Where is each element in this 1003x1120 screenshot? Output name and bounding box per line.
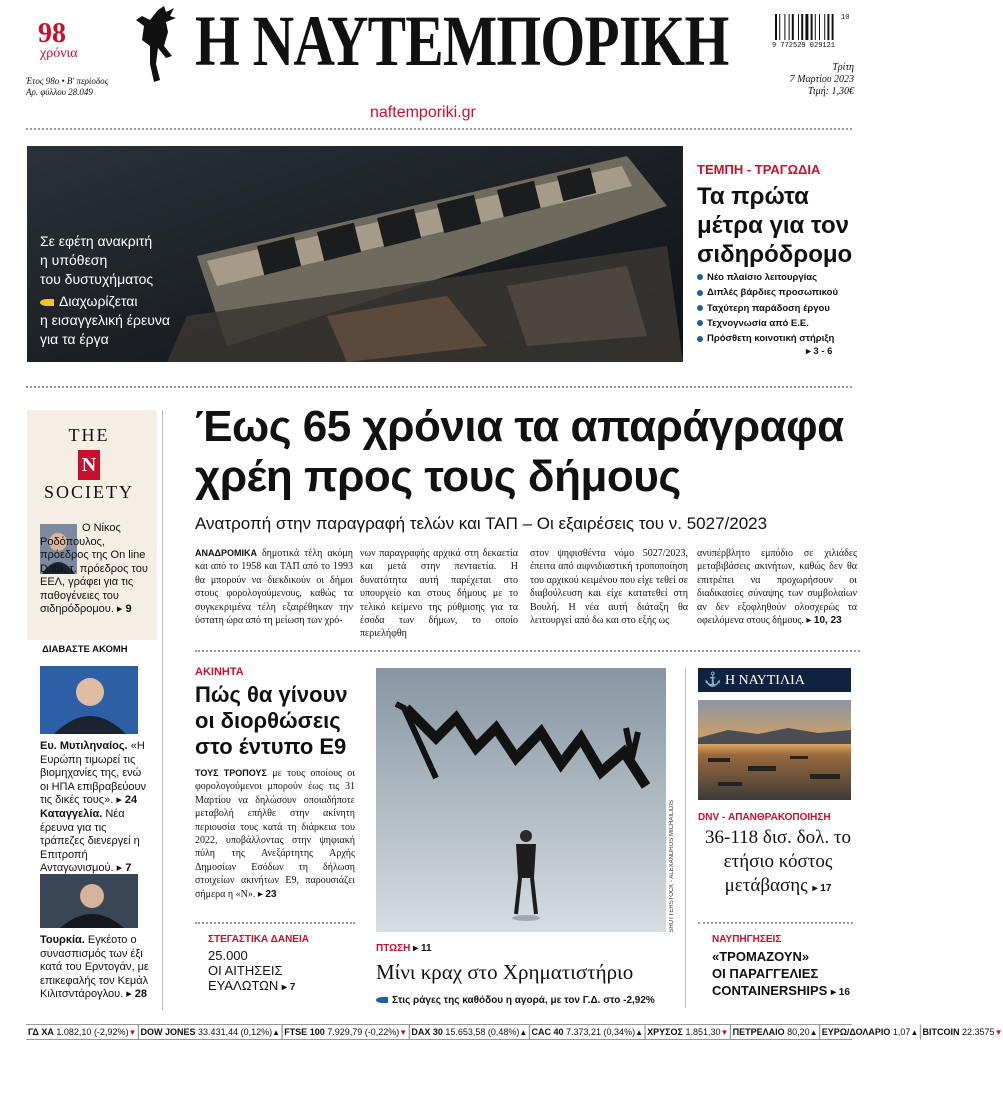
ticker-item <box>284 1027 407 1037</box>
mytilineos-item[interactable]: Ευ. Μυτιληναίος. «Η Ευρώπη τιμωρεί τις βιομηχανίες της, ενώ οι ΗΠΑ επιβραβεύουν τις δικές τους». ▸ 24 <box>40 740 147 806</box>
loans-number: 25.000 <box>208 948 248 963</box>
ticker-value: 7.929,79 (-0,22%) <box>327 1027 400 1037</box>
hero-caption-line: η εισαγγελική έρευνα <box>40 312 170 328</box>
shipbuilding-line: ΟΙ ΠΑΡΑΓΓΕΛΙΕΣ <box>712 966 819 981</box>
issue-number: Αρ. φύλλου 28.049 <box>26 87 93 97</box>
ticker-item <box>28 1027 136 1037</box>
barcode-bar <box>805 14 808 40</box>
ticker-separator: | <box>918 1023 923 1040</box>
bullet-item: Ταχύτερη παράδοση έργου <box>697 301 877 316</box>
n-society-brand <box>34 425 144 503</box>
barcode-bar <box>792 14 794 40</box>
bullet-item: Πρόσθετη κοινοτική στήριξη <box>697 331 877 346</box>
ticker-value: 7.373,21 (0,34%) <box>566 1027 636 1037</box>
age-label: χρόνια <box>40 46 78 61</box>
ticker-item <box>923 1027 1003 1037</box>
ticker-separator: | <box>407 1023 412 1040</box>
barcode-number: 9 772529 029121 <box>772 42 836 50</box>
date: 7 Μαρτίου 2023 <box>789 74 854 85</box>
hero-caption-line: του δυστυχήματος <box>40 271 154 287</box>
hero-kicker: ΤΕΜΠΗ - ΤΡΑΓΩΔΙΑ <box>697 162 821 177</box>
right-column-rule <box>685 668 686 1008</box>
ticker-name: ΓΔ ΧΑ <box>28 1027 57 1037</box>
bullet-item: Διπλές βάρδιες προσωπικού <box>697 285 877 300</box>
date-day: Τρίτη <box>832 62 854 73</box>
main-headline[interactable]: Έως 65 χρόνια τα απαράγραφα χρέη προς τους δήμους <box>195 402 844 501</box>
ticker-value: 80,20 <box>787 1027 810 1037</box>
market-headline[interactable]: Μίνι κραχ στο Χρηματιστήριο <box>376 960 634 984</box>
barcode-bar <box>832 14 834 40</box>
barcode-bar <box>801 14 803 40</box>
left-column-rule <box>162 410 163 1010</box>
ticker-item <box>647 1027 728 1037</box>
brand-n-logo: N <box>78 450 100 480</box>
down-arrow-icon: ▼ <box>720 1028 729 1037</box>
loans-line: ΕΥΑΛΩΤΩΝ <box>208 978 279 993</box>
shipping-section-header[interactable]: ⚓ Η ΝΑΥΤΙΛΙΑ <box>698 668 851 692</box>
mytilineos-photo <box>40 666 138 734</box>
barcode-bar <box>827 14 829 40</box>
ticker-name: FTSE 100 <box>284 1027 328 1037</box>
read-more-label: ΔΙΑΒΑΣΤΕ ΑΚΟΜΗ <box>42 644 128 655</box>
akinita-headline[interactable]: Πώς θα γίνουν οι διορθώσεις στο έντυπο Ε9 <box>195 682 348 759</box>
hero-caption-2 <box>40 292 170 349</box>
bullet-item: Τεχνογνωσία από Ε.Ε. <box>697 316 877 331</box>
barcode-bar <box>811 14 813 40</box>
shipbuilding-story[interactable]: «ΤΡΟΜΑΖΟΥΝ» ΟΙ ΠΑΡΑΓΓΕΛΙΕΣ CONTAINERSHIPS ▸ 16 <box>712 949 850 998</box>
down-arrow-icon: ▼ <box>128 1028 137 1037</box>
photo-credit: SHUTTERSTOCK - ALEXANDROS MICHAILIDIS <box>669 800 675 933</box>
brand-society: SOCIETY <box>44 482 134 502</box>
section-divider <box>26 386 852 388</box>
akinita-body: ΤΟΥΣ ΤΡΟΠΟΥΣ με τους οποίους οι φορολογούμενοι μπορούν έως τις 31 Μαρτίου να δηλώσουν οποιαδήποτε μεταβολή επήλθε στην ακίνητη περιουσία τους κατά τη διάρκεια του 2022, υποβάλλοντας στην ψηφιακή πύλη της Ανεξάρτητης Αρχής Δημοσίων Εσόδων τη δήλωση στοιχείων ακινήτων Ε9, παρουσιάζει σήμερα η «Ν». ▸ 23 <box>195 768 355 900</box>
hero-bullet-list <box>697 270 877 346</box>
up-arrow-icon: ▲ <box>272 1028 281 1037</box>
barcode-bar <box>815 14 816 40</box>
hero-headline[interactable]: Τα πρώτα μέτρα για τον σιδηρόδρομο <box>697 183 853 268</box>
hero-page-ref[interactable]: ▸ 3 - 6 <box>806 346 833 357</box>
market-chart-image <box>376 668 666 932</box>
turkey-item[interactable]: Τουρκία. Εγκέοτο ο συνασπισμός των έξι κατά του Ερντογάν, με επικεφαλής τον Κεμάλ Κιλιτσντάρογλου. ▸ 28 <box>40 934 149 1000</box>
shipbuilding-kicker: ΝΑΥΠΗΓΗΣΕΙΣ <box>712 934 782 945</box>
brand-the: THE <box>68 425 110 445</box>
hero-caption-line: Διαχωρίζεται <box>59 293 138 309</box>
down-arrow-icon: ▼ <box>994 1028 1003 1037</box>
pointer-icon <box>376 997 388 1003</box>
ticker-item <box>411 1027 527 1037</box>
shipbuilding-line: «ΤΡΟΜΑΖΟΥΝ» <box>712 949 810 964</box>
ticker-item <box>532 1027 643 1037</box>
ticker-value: 1.082,10 (-2,92%) <box>56 1027 129 1037</box>
ticker-name: ΧΡΥΣΟΣ <box>647 1027 686 1037</box>
shipping-divider <box>698 922 853 924</box>
ticker-name: DOW JONES <box>140 1027 199 1037</box>
barcode-bar <box>775 14 777 40</box>
up-arrow-icon: ▲ <box>809 1028 818 1037</box>
main-body-col4: ανυπέρβλητο εμπόδιο σε χιλιάδες μεταβιβάσεις ακινήτων, καθώς δεν θα επιτρέπει να προχωρήσουν οι διαδικασίες σύναψης των συμβολαίων αν δεν εξοφληθούν ολοσχερώς τα οφειλόμενα στους δήμους. ▸ 10, 23 <box>697 548 857 627</box>
kilicdaroglu-photo <box>40 874 138 928</box>
barcode-icon <box>775 14 850 40</box>
akinita-divider <box>195 922 355 924</box>
ticker-value: 15.653,58 (0,48%) <box>445 1027 520 1037</box>
main-body-col2: νων παραγραφής αρχικά στη δεκαετία και μετά στην πενταετία. Η δυνατότητα αυτή παρέχεται στο υπουργείο και στους δήμους με το τελικό κείμενο της ρύθμισης για τα έσοδα των δήμων, το οποίο περιελήφθη <box>360 548 518 640</box>
barcode-bar <box>789 14 790 40</box>
main-subheadline: Ανατροπή στην παραγραφή τελών και ΤΑΠ – Οι εξαιρέσεις του ν. 5027/2023 <box>195 514 768 533</box>
hero-caption-line: για τα έργα <box>40 331 109 347</box>
hero-caption <box>40 232 153 289</box>
ticker-separator: | <box>527 1023 532 1040</box>
ticker-value: 1,07 <box>892 1027 911 1037</box>
bullet-dot-icon <box>697 290 703 296</box>
ticker-separator: | <box>817 1023 822 1040</box>
market-kicker: ΠΤΩΣΗ ▸ 11 <box>376 943 432 954</box>
ticker-value: 1.851,30 <box>685 1027 721 1037</box>
akinita-kicker: ΑΚΙΝΗΤΑ <box>195 666 244 678</box>
ticker-separator: | <box>280 1023 285 1040</box>
newspaper-title: Η ΝΑΥΤΕΜΠΟΡΙΚΗ <box>195 1 729 81</box>
up-arrow-icon: ▲ <box>910 1028 919 1037</box>
market-ticker <box>26 1023 1003 1040</box>
up-arrow-icon: ▲ <box>519 1028 528 1037</box>
ships-photo <box>698 700 851 800</box>
market-crash-photo <box>376 668 666 932</box>
main-body-col3: στον ψηφισθέντα νόμο 5027/2023, έπειτα από αιφνιδιαστική τροποποίηση του αρχικού κειμένου που είχε τεθεί σε διαβούλευση και είχε κατατεθεί στη Βουλή. Η νέα αυτή διάταξη θα λειτουργεί από δω και στο εξής ως <box>530 548 688 627</box>
bullet-dot-icon <box>697 320 703 326</box>
complaint-item[interactable]: Καταγγελία. Νέα έρευνα για τις τράπεζες διενεργεί η Επιτροπή Ανταγωνισμού. ▸ 7 <box>40 808 140 874</box>
masthead-divider <box>26 128 852 130</box>
barcode-bar <box>784 14 785 40</box>
ticker-value: 33.431,44 (0,12%) <box>198 1027 273 1037</box>
hero-caption-line: Σε εφέτη ανακριτή <box>40 233 153 249</box>
hero-caption-line: η υπόθεση <box>40 252 108 268</box>
ticker-separator: | <box>728 1023 733 1040</box>
shipping-headline[interactable]: 36-118 δισ. δολ. το ετήσιο κόστος μετάβασης ▸ 17 <box>705 827 851 896</box>
loans-kicker: ΣΤΕΓΑΣΤΙΚΑ ΔΑΝΕΙΑ <box>208 934 309 945</box>
bullet-dot-icon <box>697 305 703 311</box>
shipbuilding-line: CONTAINERSHIPS <box>712 983 828 998</box>
ticker-item <box>822 1027 919 1037</box>
main-body-col1: ΑΝΑΔΡΟΜΙΚΑ δημοτικά τέλη ακόμη και από το 1958 και ΤΑΠ από το 1993 θα μπορούν να διεκδικούν οι δήμοι στους φορολογούμενους, καθώς τα συγκεκριμένα τέλη εξαιρέθηκαν την ύστατη ώρα από τη μείωση των χρό- <box>195 548 354 627</box>
shipping-kicker: DNV - ΑΠΑΝΘΡΑΚΟΠΟΙΗΣΗ <box>698 812 831 823</box>
ticker-separator: | <box>642 1023 648 1040</box>
hermes-logo-icon <box>138 4 186 96</box>
barcode-bar <box>819 14 820 40</box>
loans-line: ΟΙ ΑΙΤΗΣΕΙΣ <box>208 963 283 978</box>
main-divider <box>195 650 860 652</box>
website-link[interactable]: naftemporiki.gr <box>370 104 476 121</box>
issue-info: Έτος 98ο • Β' περίοδος <box>26 76 109 86</box>
barcode-issue: 10 <box>841 14 850 22</box>
bullet-dot-icon <box>697 336 703 342</box>
pointer-icon <box>40 299 54 306</box>
barcode-bar <box>779 14 780 40</box>
ticker-item <box>141 1027 281 1037</box>
society-text[interactable]: Ο Νίκος Ροδόπουλος, πρόεδρος της On line Data, τ. πρόεδρος του ΕΕΛ, γράφει για τις παθογένειες του σιδηρόδρομου. ▸ 9 <box>40 522 148 615</box>
up-arrow-icon: ▲ <box>635 1028 643 1037</box>
ticker-name: ΠΕΤΡΕΛΑΙΟ <box>732 1027 788 1037</box>
down-arrow-icon: ▼ <box>399 1028 408 1037</box>
bullet-item: Νέο πλαίσιο λειτουργίας <box>697 270 877 285</box>
ticker-name: CAC 40 <box>531 1027 567 1037</box>
loans-story[interactable]: 25.000 ΟΙ ΑΙΤΗΣΕΙΣ ΕΥΑΛΩΤΩΝ ▸ 7 <box>208 948 296 993</box>
bullet-dot-icon <box>697 274 703 280</box>
barcode-bar <box>798 14 799 40</box>
market-subline: Στις ράγες της καθόδου η αγορά, με τον Γ.Δ. στο -2,92% <box>376 995 655 1006</box>
ticker-value: 22.3575 <box>962 1027 995 1037</box>
ticker-name: DAX 30 <box>411 1027 446 1037</box>
ticker-name: ΕΥΡΩ/ΔΟΛΑΡΙΟ <box>821 1027 893 1037</box>
price: Τιμή: 1,30€ <box>807 86 854 97</box>
age-number: 98 <box>38 18 66 49</box>
ticker-item <box>733 1027 818 1037</box>
ticker-separator: | <box>136 1023 141 1040</box>
barcode-bar <box>824 14 825 40</box>
anchor-icon: ⚓ <box>704 673 722 688</box>
ticker-name: BITCOIN <box>922 1027 963 1037</box>
